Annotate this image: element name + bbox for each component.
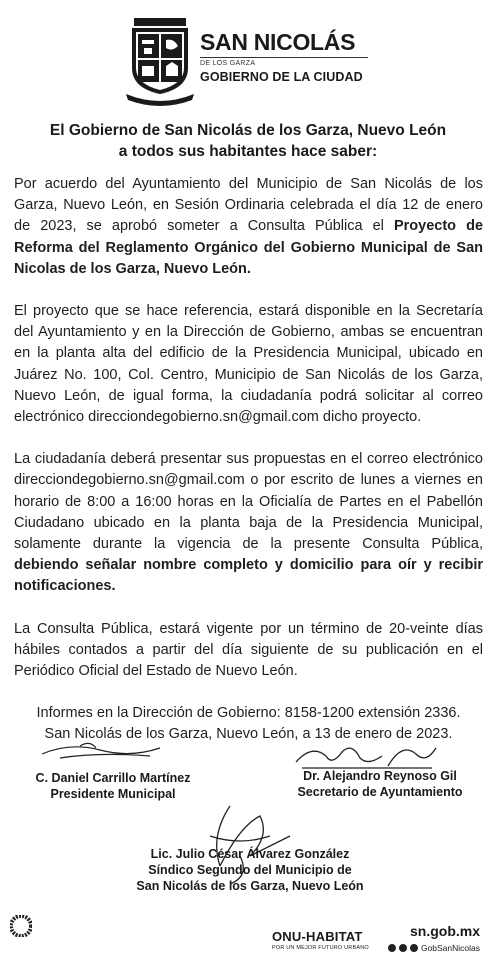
secretary-name: Dr. Alejandro Reynoso Gil bbox=[303, 769, 457, 783]
twitter-icon bbox=[410, 944, 418, 952]
social-handle-text: GobSanNicolas bbox=[420, 943, 480, 953]
paragraph-4: La Consulta Pública, estará vigente por un término de 20-veinte días hábiles contados a partir del día siguiente de su publicación en el Periódico Oficial del Estado de Nuevo León. bbox=[14, 620, 483, 680]
paragraph-1-bold: Proyecto de Reforma del Reglamento Orgánico del Gobierno Municipal de San Nicolas de los Garza, Nuevo León. bbox=[14, 218, 484, 277]
brand-block bbox=[200, 30, 390, 84]
onu-habitat-logo: ONU-HABITAT bbox=[272, 929, 363, 944]
sindico-role-line1: Síndico Segundo del Municipio de bbox=[148, 863, 352, 877]
website-link[interactable]: sn.gob.mx bbox=[409, 923, 480, 939]
sdg-wheel-icon bbox=[10, 915, 32, 937]
notice-title-line1: El Gobierno de San Nicolás de los Garza, Nuevo León bbox=[49, 122, 447, 139]
paragraph-3-bold: debiendo señalar nombre completo y domicilio para oír y recibir notificaciones. bbox=[14, 557, 483, 595]
instagram-icon bbox=[399, 944, 407, 952]
social-handles[interactable] bbox=[388, 943, 480, 953]
paragraph-2: El proyecto que se hace referencia, estará disponible en la Secretaría del Ayuntamiento y en la Dirección de Gobierno, ambas se encuentran en la planta alta del edificio de la Presidencia Municipal, ubicado en Juárez No. 100, Col. Centro, Municipio de San Nicolás de los Garza, Nuevo León, de igual forma, la ciudadanía podrá solicitar al correo electrónico direcciondegobierno.sn@gmail.com dicho proyecto. bbox=[14, 303, 483, 426]
president-name: C. Daniel Carrillo Martínez bbox=[35, 771, 191, 785]
secretary-role: Secretario de Ayuntamiento bbox=[297, 785, 463, 799]
brand-government: GOBIERNO DE LA CIUDAD bbox=[200, 70, 363, 84]
signature-scribble-1 bbox=[40, 734, 170, 764]
notice-title bbox=[0, 120, 496, 162]
paragraph-1-text: Por acuerdo del Ayuntamiento del Municipio de San Nicolás de los Garza, Nuevo León, en Sesión Ordinaria celebrada el día 12 de enero de 2023, se aprobó someter a Consulta Pública el bbox=[14, 176, 483, 235]
footer bbox=[0, 905, 496, 963]
paragraph-1 bbox=[14, 174, 483, 280]
facebook-icon bbox=[388, 944, 396, 952]
paragraph-3-text: La ciudadanía deberá presentar sus propuestas en el correo electrónico direcciondegobierno.sn@gmail.com o por escrito de lunes a viernes en horario de 8:00 a 16:00 horas en la Oficialía de Partes en el Pabellón Ciudadano ubicado en la planta baja de la Presidencia Municipal, solamente durante la vigencia de la presente Consulta Pública, bbox=[14, 451, 483, 553]
president-role: Presidente Municipal bbox=[50, 787, 176, 801]
brand-subtitle: DE LOS GARZA bbox=[200, 57, 368, 67]
signature-block-sindico bbox=[100, 846, 400, 894]
date-line: San Nicolás de los Garza, Nuevo León, a 13 de enero de 2023. bbox=[44, 726, 453, 743]
brand-name: SAN NICOLÁS bbox=[200, 29, 356, 55]
contact-line: Informes en la Dirección de Gobierno: 8158-1200 extensión 2336. bbox=[36, 705, 461, 722]
notice-body bbox=[14, 174, 483, 746]
onu-habitat-tagline: POR UN MEJOR FUTURO URBANO bbox=[272, 945, 369, 951]
sindico-role-line2: San Nicolás de los Garza, Nuevo León bbox=[136, 879, 364, 893]
signature-block-president bbox=[18, 770, 208, 802]
municipal-crest-logo bbox=[126, 12, 194, 106]
header bbox=[0, 10, 496, 108]
notice-title-line2: a todos sus habitantes hace saber: bbox=[118, 143, 378, 160]
sindico-name: Lic. Julio César Álvarez González bbox=[150, 847, 350, 861]
paragraph-3 bbox=[14, 449, 483, 597]
